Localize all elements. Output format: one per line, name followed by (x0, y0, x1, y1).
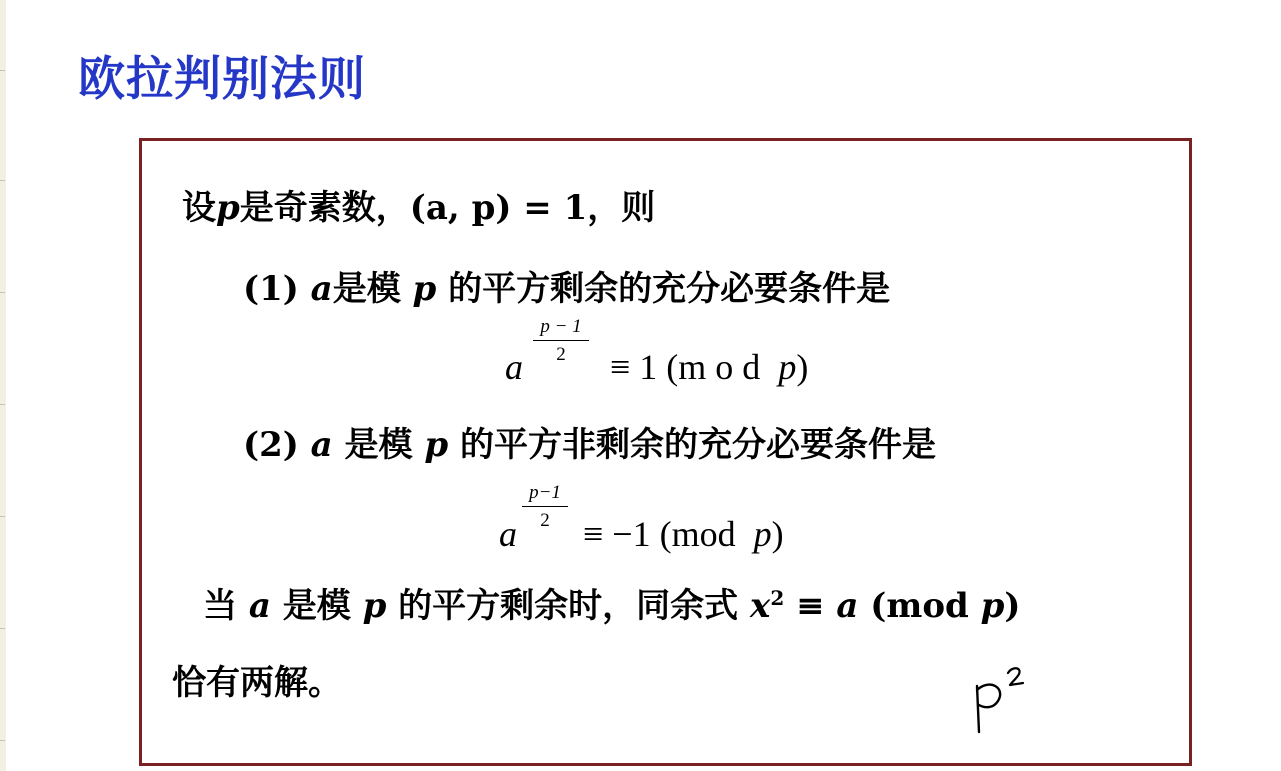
formula-2-rhs: ≡ −1 (mod p) (583, 514, 784, 554)
fraction-bar (522, 506, 568, 507)
handwritten-p-squared (960, 664, 1040, 744)
left-edge-strip (0, 0, 6, 771)
theorem-conclusion-line-2: 恰有两解。 (172, 663, 342, 703)
formula-1-base: a (505, 347, 523, 387)
theorem-item-1: (1) a是模 p 的平方剩余的充分必要条件是 (243, 269, 891, 309)
slide-title: 欧拉判别法则 (78, 52, 366, 107)
theorem-conclusion-line-1: 当 a 是模 p 的平方剩余时，同余式 $x^2 \equiv a$ (mod p) (203, 586, 1021, 626)
theorem-item-2: (2) a 是模 p 的平方非剩余的充分必要条件是 (243, 425, 937, 465)
formula-2-base: a (499, 514, 517, 554)
formula-1-rhs: ≡ 1 (m o d p) (610, 347, 809, 387)
formula-2-exponent: p−1 2 (522, 482, 568, 532)
theorem-intro: 设p是奇素数，(a, p) = 1，则 (182, 188, 656, 228)
fraction-bar (533, 340, 589, 341)
formula-1-exponent: p − 1 2 (533, 316, 589, 366)
